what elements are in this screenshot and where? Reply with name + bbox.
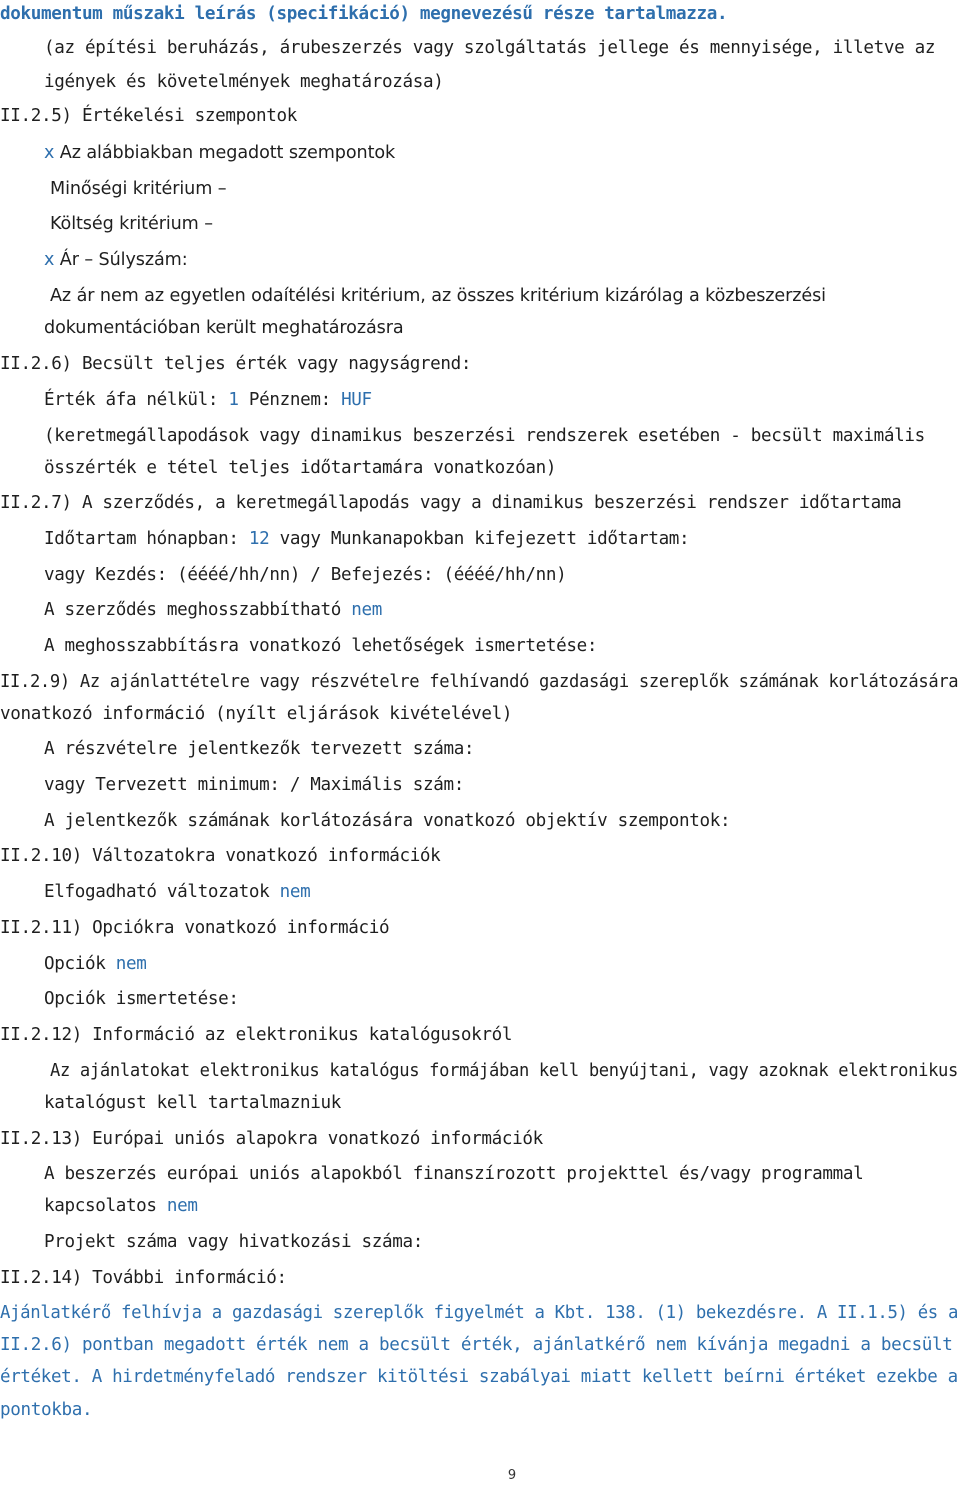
- value: nem: [351, 600, 383, 620]
- text: Az ár nem az egyetlen odaítélési kritérium, az összes kritérium kizárólag a közbeszerzési: [50, 286, 826, 306]
- text-line: [44, 988, 239, 1010]
- section-heading-ii-2-13: [0, 1128, 543, 1150]
- text: Az ajánlatokat elektronikus katalógus formájában kell benyújtani, vagy azoknak elektronikus: [50, 1061, 959, 1081]
- text: Opciók ismertetése:: [44, 989, 239, 1009]
- text: II.2.6) pontban megadott érték nem a becsült érték, ajánlatkérő nem kívánja megadni a becsült: [0, 1335, 953, 1355]
- text-line: [50, 285, 826, 307]
- text-line: [44, 389, 372, 411]
- text-line: [44, 953, 146, 975]
- text: kapcsolatos: [44, 1196, 167, 1216]
- text: dokumentum műszaki leírás (specifikáció) megnevezésű része tartalmazza.: [0, 4, 728, 24]
- text-line: [44, 635, 597, 657]
- section-heading-ii-2-6: [0, 353, 471, 375]
- additional-info-text: [0, 1366, 958, 1388]
- additional-info-text: [0, 1302, 958, 1324]
- text: II.2.9) Az ajánlattételre vagy részvételre felhívandó gazdasági szereplők számának korlátozására: [0, 672, 959, 692]
- additional-info-text: [0, 1334, 953, 1356]
- text: igények és követelmények meghatározása): [44, 72, 444, 92]
- additional-info-text: [0, 1399, 92, 1421]
- text: Ajánlatkérő felhívja a gazdasági szereplők figyelmét a Kbt. 138. (1) bekezdésre. A II.1.5) és a: [0, 1303, 959, 1323]
- text-line: [44, 1163, 863, 1185]
- text: vagy Munkanapokban kifejezett időtartam:: [269, 529, 690, 549]
- checked-option: [44, 249, 188, 271]
- text: vagy Tervezett minimum: / Maximális szám:: [44, 775, 464, 795]
- text: II.2.5) Értékelési szempontok: [0, 106, 298, 126]
- text-line: [44, 1231, 423, 1253]
- text-line: [44, 881, 310, 903]
- text: Költség kritérium –: [50, 214, 213, 234]
- section-heading-ii-2-11: [0, 917, 389, 939]
- text: II.2.6) Becsült teljes érték vagy nagyságrend:: [0, 354, 472, 374]
- text-line: [44, 810, 730, 832]
- text-line: [44, 37, 935, 59]
- text-line: [50, 1060, 958, 1082]
- text-line: [44, 1092, 341, 1114]
- text-line: [44, 528, 689, 550]
- text-line: [44, 457, 556, 479]
- text: II.2.7) A szerződés, a keretmegállapodás vagy a dinamikus beszerzési rendszer időtartama: [0, 493, 902, 513]
- section-heading-ii-2-12: [0, 1024, 512, 1046]
- text: A jelentkezők számának korlátozására vonatkozó objektív szempontok:: [44, 811, 731, 831]
- text: (keretmegállapodások vagy dinamikus beszerzési rendszerek esetében - becsült maximális: [44, 426, 925, 446]
- text: katalógust kell tartalmazniuk: [44, 1093, 342, 1113]
- text-line: [0, 703, 512, 725]
- check-mark: x: [44, 143, 55, 163]
- text: Érték áfa nélkül:: [44, 390, 229, 410]
- text-line: [44, 774, 464, 796]
- text: Elfogadható változatok: [44, 882, 280, 902]
- text: II.2.11) Opciókra vonatkozó információ: [0, 918, 390, 938]
- text-line: [44, 1195, 198, 1217]
- text: Projekt száma vagy hivatkozási száma:: [44, 1232, 423, 1252]
- text: vagy Kezdés: (éééé/hh/nn) / Befejezés: (éééé/hh/nn): [44, 565, 567, 585]
- value: 1: [228, 390, 239, 410]
- text: Minőségi kritérium –: [50, 179, 227, 199]
- text: összérték e tétel teljes időtartamára vonatkozóan): [44, 458, 557, 478]
- section-heading-ii-2-10: [0, 845, 440, 867]
- text: A részvételre jelentkezők tervezett száma:: [44, 739, 475, 759]
- text: értéket. A hirdetményfeladó rendszer kitöltési szabályai miatt kellett beírni értéket ezekbe a: [0, 1367, 958, 1387]
- value: nem: [166, 1196, 198, 1216]
- text-line: [44, 564, 566, 586]
- text-line: [44, 599, 382, 621]
- text-line: [50, 178, 226, 200]
- text: A szerződés meghosszabbítható: [44, 600, 352, 620]
- text: II.2.14) További információ:: [0, 1268, 287, 1288]
- value: nem: [115, 954, 147, 974]
- page-number: 9: [507, 1468, 517, 1483]
- text: II.2.12) Információ az elektronikus katalógusokról: [0, 1025, 513, 1045]
- value: nem: [279, 882, 311, 902]
- section-heading-ii-2-14: [0, 1267, 287, 1289]
- text: II.2.13) Európai uniós alapokra vonatkozó információk: [0, 1129, 543, 1149]
- value: 12: [248, 529, 270, 549]
- text: vonatkozó információ (nyílt eljárások kivételével): [0, 704, 513, 724]
- text: pontokba.: [0, 1400, 93, 1420]
- text-line: [44, 71, 443, 93]
- text: Ár – Súlyszám:: [54, 250, 188, 270]
- section-heading-ii-2-5: [0, 105, 297, 127]
- text-line: [44, 425, 925, 447]
- text: (az építési beruházás, árubeszerzés vagy szolgáltatás jellege és mennyisége, illetve az: [44, 38, 936, 58]
- value: HUF: [341, 390, 372, 410]
- section-heading-ii-2-9: [0, 671, 958, 693]
- text-line-intro: [0, 3, 727, 25]
- text: II.2.10) Változatokra vonatkozó információk: [0, 846, 441, 866]
- text: dokumentációban került meghatározásra: [44, 318, 404, 338]
- text: Pénznem:: [238, 390, 342, 410]
- text: A beszerzés európai uniós alapokból finanszírozott projekttel és/vagy programmal: [44, 1164, 864, 1184]
- text: A meghosszabbításra vonatkozó lehetőségek ismertetése:: [44, 636, 598, 656]
- checked-option: [44, 142, 395, 164]
- text: Időtartam hónapban:: [44, 529, 249, 549]
- text-line: [44, 317, 404, 339]
- text: Az alábbiakban megadott szempontok: [54, 143, 396, 163]
- text-line: [44, 738, 474, 760]
- text-line: [50, 213, 213, 235]
- check-mark: x: [44, 250, 55, 270]
- text: Opciók: [44, 954, 116, 974]
- section-heading-ii-2-7: [0, 492, 901, 514]
